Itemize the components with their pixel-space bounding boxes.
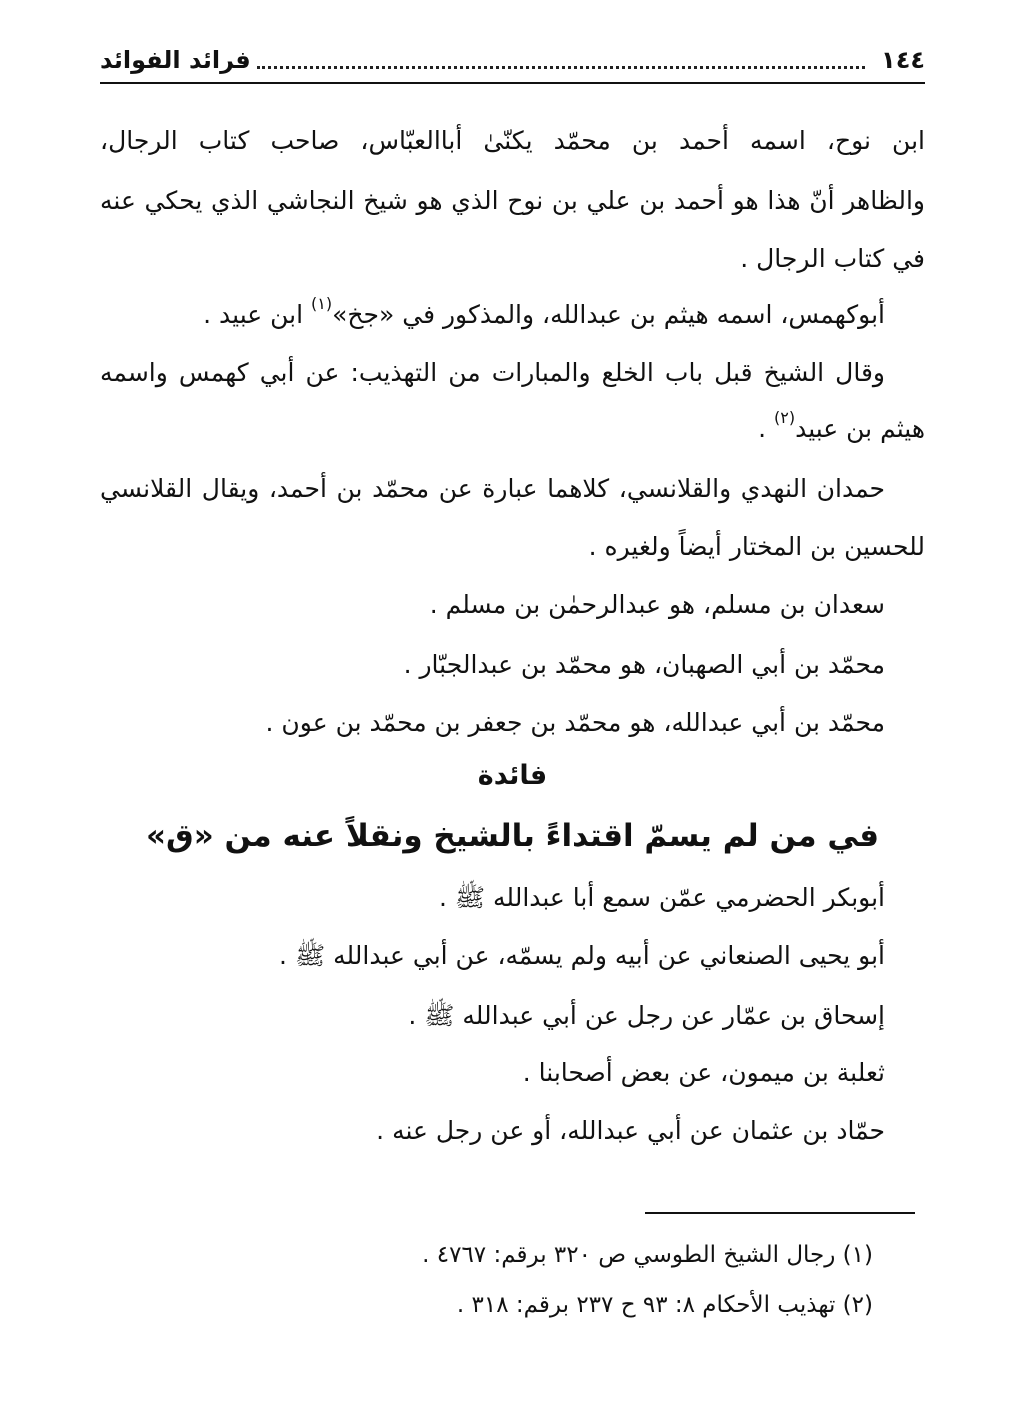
footnote-ref-1[interactable]: (١) xyxy=(311,294,333,313)
body-line-6 xyxy=(100,408,925,443)
list-item-3: إسحاق بن عمّار عن رجل عن أبي عبدالله ﷺ . xyxy=(408,1001,885,1030)
line-4-text-b: ابن عبيد . xyxy=(203,300,312,329)
footnote-rule xyxy=(645,1212,915,1214)
list-item-4: ثعلبة بن ميمون، عن بعض أصحابنا . xyxy=(522,1058,885,1087)
footnote-ref-2[interactable]: (٢) xyxy=(773,408,796,427)
body-line-3: في كتاب الرجال . xyxy=(740,244,925,273)
list-item-5: حمّاد بن عثمان عن أبي عبدالله، أو عن رجل عنه . xyxy=(376,1116,885,1145)
body-line-5: وقال الشيخ قبل باب الخلع والمبارات من التهذيب: عن أبي كهمس واسمه xyxy=(100,358,885,387)
line-6-text-a: هيثم بن عبيد xyxy=(795,414,925,443)
body-line-10: محمّد بن أبي الصهبان، هو محمّد بن عبدالجبّار . xyxy=(403,650,885,679)
body-line-8: للحسين بن المختار أيضاً ولغيره . xyxy=(588,532,925,561)
body-line-1: ابن نوح، اسمه أحمد بن محمّد يكنّىٰ أباالعبّاس، صاحب كتاب الرجال، xyxy=(100,126,925,155)
section-title: فائدة xyxy=(477,760,548,791)
body-line-9: سعدان بن مسلم، هو عبدالرحمٰن بن مسلم . xyxy=(429,590,885,619)
body-line-11: محمّد بن أبي عبدالله، هو محمّد بن جعفر بن محمّد بن عون . xyxy=(265,708,885,737)
footnote-1: (١) رجال الشيخ الطوسي ص ٣٢٠ برقم: ٤٧٦٧ . xyxy=(422,1242,873,1268)
body-line-4 xyxy=(100,294,925,329)
list-item-1: أبوبكر الحضرمي عمّن سمع أبا عبدالله ﷺ . xyxy=(438,883,885,912)
page-number: ١٤٤ xyxy=(881,46,925,74)
header-rule xyxy=(100,82,925,84)
line-4-text-a: أبوكهمس، اسمه هيثم بن عبدالله، والمذكور في «جخ» xyxy=(332,300,885,329)
body-line-7: حمدان النهدي والقلانسي، كلاهما عبارة عن محمّد بن أحمد، ويقال القلانسي xyxy=(100,474,885,503)
list-item-2: أبو يحيى الصنعاني عن أبيه ولم يسمّه، عن أبي عبدالله ﷺ . xyxy=(279,941,885,970)
line-6-text-b: . xyxy=(758,414,774,443)
footnote-2: (٢) تهذيب الأحكام ٨: ٩٣ ح ٢٣٧ برقم: ٣١٨ . xyxy=(456,1292,873,1318)
section-subtitle: في من لم يسمّ اقتداءً بالشيخ ونقلاً عنه من «ق» xyxy=(146,818,879,854)
body-line-2: والظاهر أنّ هذا هو أحمد بن علي بن نوح الذي هو شيخ النجاشي الذي يحكي عنه xyxy=(100,186,925,215)
header-leader-dots xyxy=(257,52,865,69)
page-header xyxy=(100,42,925,78)
running-title: فرائد الفوائد xyxy=(100,46,251,74)
